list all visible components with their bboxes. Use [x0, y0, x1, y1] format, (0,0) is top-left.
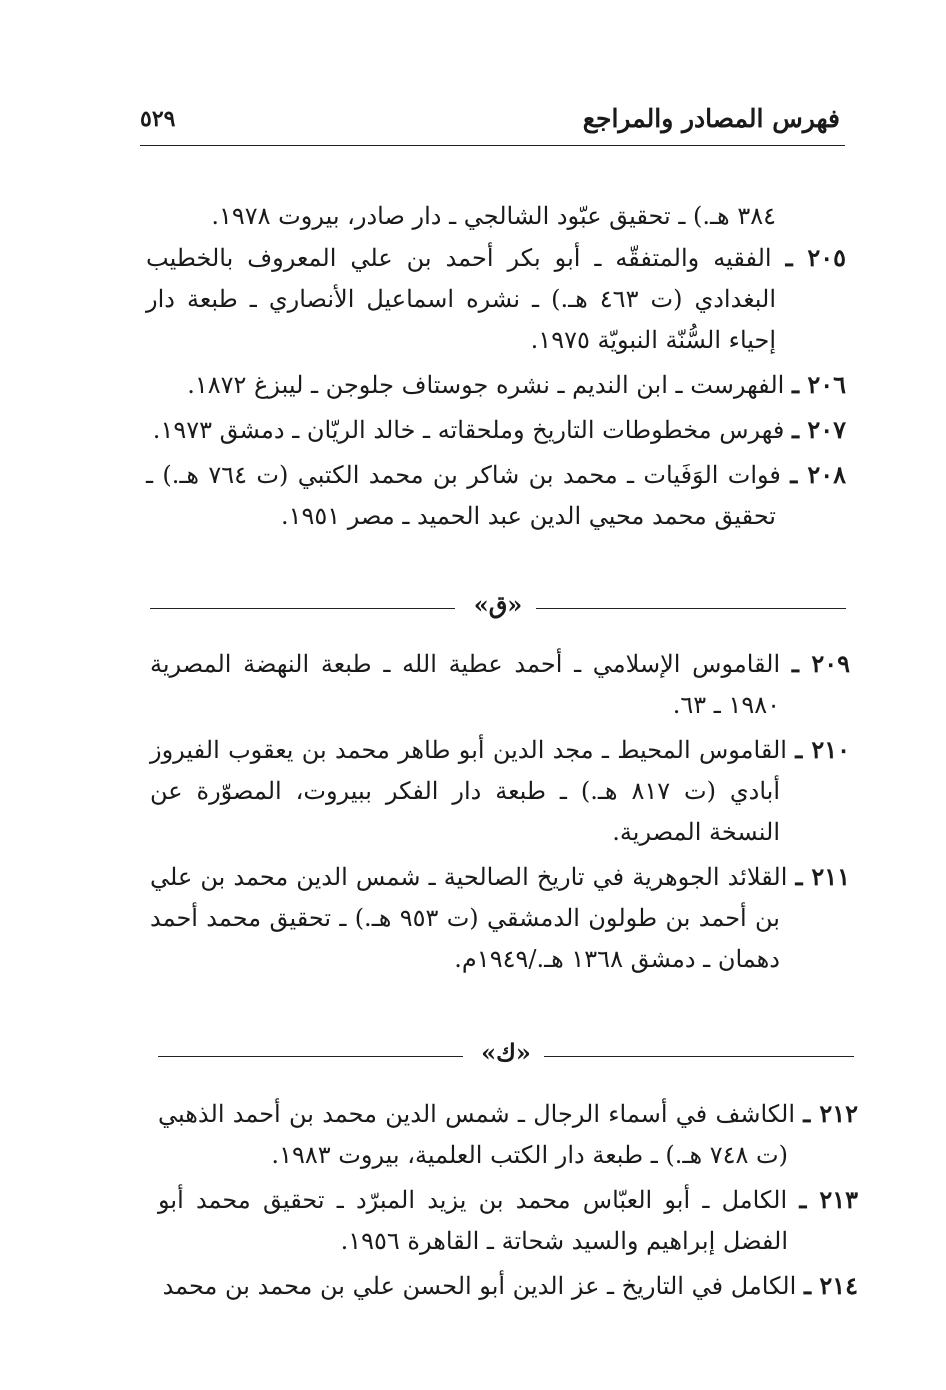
divider-line [158, 1056, 463, 1057]
entry-text: الكامل في التاريخ ـ عز الدين أبو الحسن علي بن محمد بن محمد [162, 1272, 797, 1300]
entry-text: فوات الوَفَيات ـ محمد بن شاكر بن محمد الكتبي (ت ٧٦٤ هـ.) ـ تحقيق محمد محيي الدين عبد الحميد ـ مصر ١٩٥١. [146, 461, 781, 530]
bibliography-entry [150, 729, 850, 853]
entry-number: ٢١٢ ـ [803, 1099, 858, 1128]
page-title: فهرس المصادر والمراجع [582, 104, 840, 133]
section-divider-qaf [150, 590, 846, 624]
bibliography-entry [146, 237, 846, 361]
entries-block-kaf [158, 1093, 858, 1307]
bibliography-entry [146, 454, 846, 537]
section-letter: «ق» [473, 590, 523, 619]
entry-number: ٢١٤ ـ [803, 1271, 858, 1300]
entry-continuation: ٣٨٤ هـ.) ـ تحقيق عبّود الشالجي ـ دار صادر، بيروت ١٩٧٨. [211, 202, 776, 230]
divider-line [150, 608, 455, 609]
entry-text: القلائد الجوهرية في تاريخ الصالحية ـ شمس الدين محمد بن علي بن أحمد بن طولون الدمشقي (ت ٩٥٣ هـ.) ـ تحقيق محمد أحمد دهمان ـ دمشق ١٣٦٨ هـ./١٩٤٩م. [150, 863, 788, 973]
bibliography-entry [158, 1179, 858, 1262]
bibliography-entry [158, 1265, 858, 1307]
section-letter: «ك» [481, 1038, 531, 1067]
bibliography-entry [158, 1093, 858, 1176]
entry-number: ٢٠٧ ـ [791, 415, 846, 444]
entry-text: فهرس مخطوطات التاريخ وملحقاته ـ خالد الريّان ـ دمشق ١٩٧٣. [152, 416, 785, 444]
bibliography-entry [146, 364, 846, 406]
entry-text: القاموس الإسلامي ـ أحمد عطية الله ـ طبعة النهضة المصرية ١٩٨٠ ـ ٦٣. [150, 650, 781, 719]
running-header [140, 100, 840, 140]
entry-text: الكاشف في أسماء الرجال ـ شمس الدين محمد بن أحمد الذهبي (ت ٧٤٨ هـ.) ـ طبعة دار الكتب العلمية، بيروت ١٩٨٣. [158, 1100, 796, 1169]
bibliography-entry [150, 643, 850, 726]
page-number: ٥٢٩ [140, 106, 176, 132]
entry-text: الفهرست ـ ابن النديم ـ نشره جوستاف جلوجن ـ ليبزغ ١٨٧٢. [187, 371, 785, 399]
entry-number: ٢١٣ ـ [799, 1185, 858, 1214]
entry-text: القاموس المحيط ـ مجد الدين أبو طاهر محمد بن يعقوب الفيروز أبادي (ت ٨١٧ هـ.) ـ طبعة دار الفكر ببيروت، المصوّرة عن النسخة المصرية. [150, 736, 787, 846]
divider-line [536, 608, 846, 609]
bibliography-entry [150, 856, 850, 980]
entry-text: الفقيه والمتفقّه ـ أبو بكر أحمد بن علي المعروف بالخطيب البغدادي (ت ٤٦٣ هـ.) ـ نشره اسماعيل الأنصاري ـ طبعة دار إحياء السُّنّة النبويّة ١٩٧٥. [146, 244, 776, 354]
entry-text: الكامل ـ أبو العبّاس محمد بن يزيد المبرّد ـ تحقيق محمد أبو الفضل إبراهيم والسيد شحاتة ـ القاهرة ١٩٥٦. [158, 1186, 788, 1255]
entries-block-qaf [150, 643, 850, 980]
entry-number: ٢١١ ـ [795, 862, 850, 891]
entry-number: ٢٠٦ ـ [791, 370, 846, 399]
entries-block-fa [146, 196, 846, 537]
section-divider-kaf [158, 1038, 854, 1072]
entry-number: ٢٠٨ ـ [790, 460, 846, 489]
divider-line [544, 1056, 854, 1057]
entry-number: ٢٠٥ ـ [785, 243, 847, 272]
entry-number: ٢٠٩ ـ [791, 649, 850, 678]
header-rule [140, 145, 845, 146]
bibliography-entry [146, 409, 846, 451]
entry-number: ٢١٠ ـ [795, 735, 850, 764]
